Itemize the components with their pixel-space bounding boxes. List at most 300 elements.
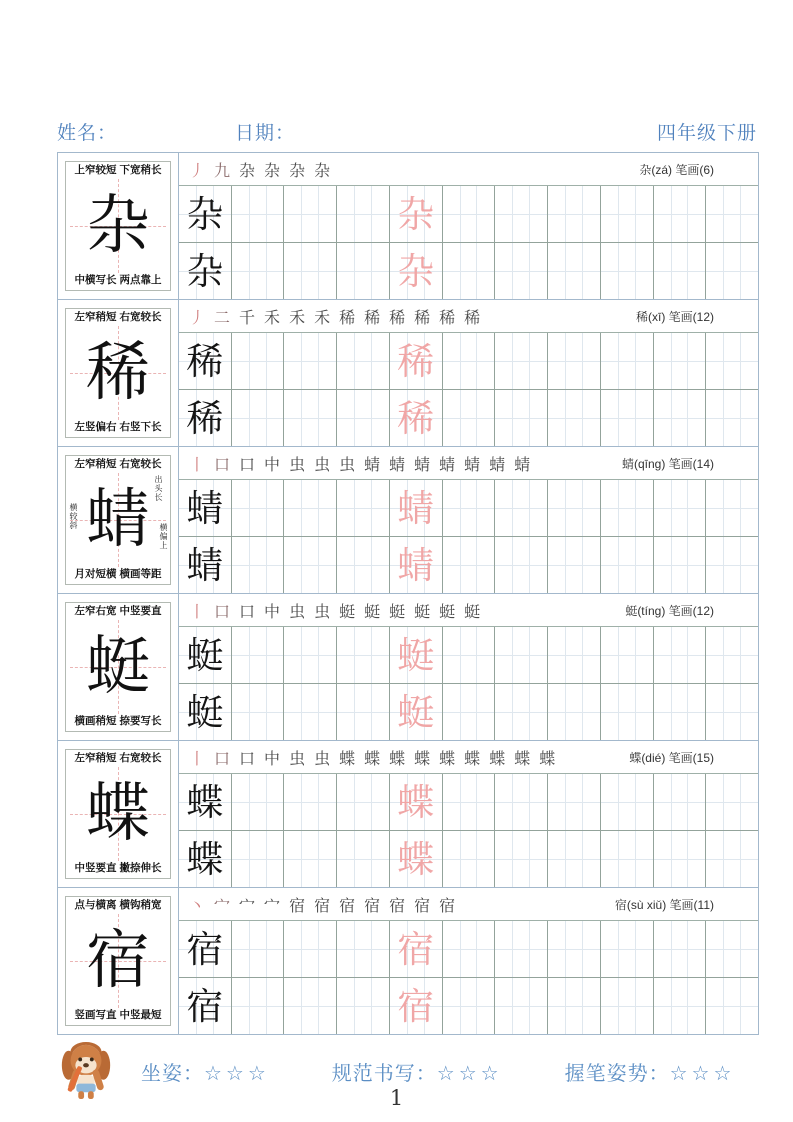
stroke-order-sequence (189, 452, 622, 475)
character-info: 蜻(qīng) 笔画(14) (621, 456, 714, 471)
practice-cell (548, 921, 601, 977)
stroke-step: 中 (264, 601, 281, 621)
practice-cell (601, 978, 654, 1034)
trace-character: 稀 (397, 339, 435, 383)
practice-cell (601, 831, 654, 887)
stroke-order-sequence (189, 305, 636, 328)
stroke-step: 蜻 (514, 454, 531, 474)
practice-cell (232, 978, 285, 1034)
stroke-order-strip (179, 300, 758, 333)
practice-cell (495, 684, 548, 740)
model-column (58, 594, 179, 740)
practice-cell (548, 684, 601, 740)
stroke-step: 丨 (189, 748, 206, 768)
practice-cell (284, 480, 337, 536)
stroke-step: 蝶 (539, 748, 556, 768)
model-example-character: 宿 (186, 927, 224, 971)
stroke-annotation: 横偏上 (159, 522, 168, 550)
stroke-order-strip (179, 741, 758, 774)
stroke-step: 稀 (464, 307, 481, 327)
stroke-step: 蜻 (414, 454, 431, 474)
practice-cell (654, 243, 707, 299)
practice-column (179, 300, 758, 446)
stroke-step: 蜻 (364, 454, 381, 474)
stroke-step: 蜻 (464, 454, 481, 474)
practice-cell (337, 978, 390, 1034)
practice-cell (706, 921, 758, 977)
stroke-step: 蝶 (439, 748, 456, 768)
trace-character: 宿 (397, 984, 435, 1028)
practice-cell (443, 186, 496, 242)
practice-cell (337, 627, 390, 683)
stroke-order-strip (179, 594, 758, 627)
model-example-character: 杂 (186, 249, 224, 293)
stroke-step: 二 (214, 307, 231, 327)
practice-cell (706, 978, 758, 1034)
practice-cell (390, 774, 443, 830)
stroke-step: 虫 (314, 601, 331, 621)
edition-label: 四年级下册 (656, 123, 757, 144)
stroke-step: 九 (214, 160, 231, 180)
practice-cell (337, 243, 390, 299)
practice-grid (179, 333, 758, 446)
stroke-step: 杂 (314, 160, 331, 180)
practice-grid (179, 774, 758, 887)
practice-cell (495, 480, 548, 536)
stroke-step: 口 (214, 748, 231, 768)
practice-cell (390, 186, 443, 242)
practice-cell (390, 480, 443, 536)
practice-cell (706, 480, 758, 536)
practice-cell (390, 684, 443, 740)
character-info: 蝶(dié) 笔画(15) (629, 750, 714, 765)
stroke-step: 蜻 (389, 454, 406, 474)
practice-grid (179, 480, 758, 593)
practice-cell (284, 684, 337, 740)
stroke-step: 宿 (414, 895, 431, 915)
practice-cell (232, 537, 285, 593)
practice-cell (706, 684, 758, 740)
practice-cell (443, 978, 496, 1034)
practice-cell (706, 774, 758, 830)
practice-cell (337, 390, 390, 446)
practice-row (179, 831, 758, 887)
character-info: 杂(zá) 笔画(6) (639, 162, 714, 177)
practice-cell (284, 186, 337, 242)
model-character-wrap (66, 765, 170, 864)
trace-character: 蝶 (397, 837, 435, 881)
model-character: 稀 (86, 336, 150, 410)
rating-pen-grip (565, 1057, 736, 1086)
practice-cell (495, 831, 548, 887)
star-icons: ☆☆☆ (436, 1062, 503, 1085)
stroke-step: 蝶 (489, 748, 506, 768)
stroke-step: 蜻 (489, 454, 506, 474)
stroke-step: 宿 (389, 895, 406, 915)
practice-cell (284, 627, 337, 683)
model-box (65, 896, 171, 1026)
rating-list (141, 1057, 735, 1086)
stroke-step: 蜓 (364, 601, 381, 621)
practice-cell (548, 480, 601, 536)
trace-character: 蜓 (397, 690, 435, 734)
practice-cell (601, 390, 654, 446)
stroke-step: 杂 (264, 160, 281, 180)
practice-cell (337, 480, 390, 536)
practice-cell (495, 978, 548, 1034)
stroke-step: 宀 (214, 895, 231, 915)
stroke-step: 丶 (189, 895, 206, 915)
stroke-step: 虫 (289, 601, 306, 621)
character-block (58, 447, 758, 594)
practice-cell (548, 186, 601, 242)
practice-cell (601, 774, 654, 830)
rating-pen-grip-label: 握笔姿势： (564, 1062, 670, 1085)
practice-row (179, 774, 758, 831)
practice-row (179, 480, 758, 537)
practice-row (179, 537, 758, 593)
practice-row (179, 390, 758, 446)
stroke-step: 杂 (239, 160, 256, 180)
practice-cell (284, 537, 337, 593)
page-header (57, 118, 757, 145)
practice-cell (548, 390, 601, 446)
stroke-step: 宿 (289, 895, 306, 915)
practice-cell (179, 684, 232, 740)
practice-cell (548, 333, 601, 389)
model-box (65, 602, 171, 732)
practice-cell (179, 333, 232, 389)
practice-column (179, 741, 758, 887)
stroke-order-sequence (189, 746, 629, 769)
model-example-character: 蝶 (186, 837, 224, 881)
model-box (65, 161, 171, 291)
stroke-step: 稀 (389, 307, 406, 327)
model-example-character: 稀 (186, 396, 224, 440)
practice-cell (443, 627, 496, 683)
practice-cell (390, 390, 443, 446)
stroke-step: 口 (239, 601, 256, 621)
model-column (58, 888, 179, 1034)
stroke-step: 蝶 (364, 748, 381, 768)
stroke-step: 丿 (189, 160, 206, 180)
practice-cell (495, 627, 548, 683)
practice-cell (179, 774, 232, 830)
tip-bottom: 左竖偏右 右竖下长 (74, 421, 162, 434)
tip-bottom: 中竖要直 撇捺伸长 (74, 862, 162, 875)
page-number: 1 (389, 1086, 404, 1110)
practice-cell (443, 480, 496, 536)
practice-cell (548, 243, 601, 299)
practice-cell (601, 921, 654, 977)
star-icons: ☆☆☆ (204, 1062, 270, 1085)
name-label: 姓名： (57, 123, 118, 144)
practice-cell (601, 333, 654, 389)
practice-cell (706, 333, 758, 389)
practice-cell (495, 186, 548, 242)
stroke-annotation: 横较斜 (69, 502, 78, 530)
stroke-step: 丿 (189, 307, 206, 327)
stroke-step: 宿 (364, 895, 381, 915)
stroke-step: 丨 (189, 601, 206, 621)
practice-cell (443, 831, 496, 887)
stroke-step: 虫 (339, 454, 356, 474)
practice-row (179, 978, 758, 1034)
model-example-character: 杂 (186, 192, 224, 236)
practice-cell (706, 243, 758, 299)
practice-cell (179, 186, 232, 242)
tip-bottom: 中横写长 两点靠上 (74, 274, 162, 287)
date-label: 日期： (235, 123, 296, 144)
practice-cell (548, 774, 601, 830)
practice-cell (495, 243, 548, 299)
character-info: 蜓(tíng) 笔画(12) (625, 603, 714, 618)
practice-cell (390, 831, 443, 887)
practice-cell (232, 480, 285, 536)
stroke-step: 蝶 (514, 748, 531, 768)
practice-cell (654, 333, 707, 389)
practice-row (179, 627, 758, 684)
model-example-character: 蜓 (186, 690, 224, 734)
stroke-step: 丨 (189, 454, 206, 474)
practice-grid (179, 921, 758, 1034)
practice-row (179, 921, 758, 978)
stroke-step: 口 (239, 748, 256, 768)
practice-cell (706, 186, 758, 242)
practice-cell (390, 978, 443, 1034)
practice-cell (232, 921, 285, 977)
practice-cell (337, 774, 390, 830)
practice-cell (337, 186, 390, 242)
practice-cell (179, 921, 232, 977)
practice-cell (284, 831, 337, 887)
stroke-step: 蜻 (439, 454, 456, 474)
model-example-character: 蜓 (186, 633, 224, 677)
model-column (58, 741, 179, 887)
model-character: 蜻 (86, 483, 150, 557)
stroke-step: 虫 (314, 454, 331, 474)
model-box (65, 749, 171, 879)
model-character-wrap (66, 324, 170, 423)
tip-bottom: 月对短横 横画等距 (74, 568, 162, 581)
practice-cell (443, 684, 496, 740)
model-example-character: 蝶 (186, 780, 224, 824)
character-info: 宿(sù xiǔ) 笔画(11) (614, 897, 714, 912)
stroke-step: 蜓 (389, 601, 406, 621)
practice-cell (337, 921, 390, 977)
practice-cell (548, 537, 601, 593)
stroke-step: 稀 (439, 307, 456, 327)
practice-grid (179, 186, 758, 299)
stroke-step: 千 (239, 307, 256, 327)
trace-character: 杂 (397, 192, 435, 236)
practice-cell (548, 627, 601, 683)
model-example-character: 稀 (186, 339, 224, 383)
practice-cell (179, 978, 232, 1034)
practice-cell (232, 831, 285, 887)
practice-row (179, 186, 758, 243)
practice-cell (232, 333, 285, 389)
model-column (58, 153, 179, 299)
character-block (58, 888, 758, 1034)
practice-cell (179, 243, 232, 299)
tip-top: 左窄右宽 中竖要直 (74, 605, 162, 617)
character-block (58, 594, 758, 741)
practice-cell (390, 537, 443, 593)
trace-character: 宿 (397, 927, 435, 971)
stroke-step: 宿 (439, 895, 456, 915)
practice-cell (654, 186, 707, 242)
practice-cell (179, 831, 232, 887)
practice-cell (601, 480, 654, 536)
model-box (65, 455, 171, 585)
stroke-step: 禾 (289, 307, 306, 327)
practice-cell (443, 333, 496, 389)
practice-cell (548, 831, 601, 887)
practice-grid (179, 627, 758, 740)
model-character: 宿 (86, 924, 150, 998)
stroke-annotation: 出头长 (154, 474, 163, 502)
trace-character: 蜻 (397, 486, 435, 530)
character-block (58, 741, 758, 888)
model-character: 杂 (86, 189, 150, 263)
stroke-step: 虫 (289, 454, 306, 474)
practice-cell (443, 774, 496, 830)
stroke-order-sequence (189, 893, 615, 916)
model-character-wrap (66, 471, 170, 570)
practice-cell (179, 537, 232, 593)
practice-cell (337, 537, 390, 593)
practice-cell (495, 537, 548, 593)
character-block (58, 300, 758, 447)
trace-character: 杂 (397, 249, 435, 293)
model-box (65, 308, 171, 438)
practice-cell (495, 921, 548, 977)
stroke-step: 稀 (414, 307, 431, 327)
stroke-step: 稀 (339, 307, 356, 327)
model-example-character: 蜻 (186, 543, 224, 587)
stroke-order-sequence (189, 599, 625, 622)
practice-cell (284, 333, 337, 389)
trace-character: 稀 (397, 396, 435, 440)
practice-cell (601, 537, 654, 593)
practice-cell (337, 333, 390, 389)
practice-cell (706, 537, 758, 593)
practice-cell (654, 480, 707, 536)
stroke-step: 蝶 (389, 748, 406, 768)
practice-cell (654, 390, 707, 446)
tip-bottom: 横画稍短 捺要写长 (74, 715, 162, 728)
stroke-step: 虫 (314, 748, 331, 768)
tip-top: 上窄较短 下宽稍长 (74, 164, 162, 176)
stroke-order-strip (179, 153, 758, 186)
tip-top: 左窄稍短 右宽较长 (74, 458, 162, 470)
stroke-step: 蝶 (414, 748, 431, 768)
practice-cell (390, 243, 443, 299)
model-character-wrap (66, 177, 170, 276)
stroke-step: 宀 (239, 895, 256, 915)
practice-cell (337, 831, 390, 887)
practice-column (179, 447, 758, 593)
practice-cell (179, 390, 232, 446)
practice-cell (179, 480, 232, 536)
character-block (58, 153, 758, 300)
trace-character: 蜓 (397, 633, 435, 677)
trace-character: 蜻 (397, 543, 435, 587)
rating-handwriting (332, 1057, 503, 1086)
stroke-step: 口 (239, 454, 256, 474)
tip-bottom: 竖画写直 中竖最短 (74, 1009, 162, 1022)
character-info: 稀(xī) 笔画(12) (635, 309, 714, 324)
stroke-step: 中 (264, 454, 281, 474)
trace-character: 蝶 (397, 780, 435, 824)
model-column (58, 300, 179, 446)
practice-cell (284, 243, 337, 299)
practice-cell (495, 774, 548, 830)
practice-cell (654, 684, 707, 740)
model-example-character: 宿 (186, 984, 224, 1028)
practice-cell (232, 684, 285, 740)
practice-cell (443, 243, 496, 299)
stroke-step: 禾 (314, 307, 331, 327)
practice-row (179, 333, 758, 390)
practice-column (179, 888, 758, 1034)
practice-cell (443, 390, 496, 446)
practice-cell (706, 831, 758, 887)
practice-cell (232, 774, 285, 830)
stroke-step: 蜓 (439, 601, 456, 621)
stroke-order-sequence (189, 158, 639, 181)
practice-row (179, 243, 758, 299)
practice-cell (284, 921, 337, 977)
model-character-wrap (66, 912, 170, 1011)
tip-top: 左窄稍短 右宽较长 (74, 311, 162, 323)
stroke-step: 口 (214, 454, 231, 474)
practice-cell (706, 627, 758, 683)
practice-cell (495, 333, 548, 389)
practice-cell (601, 627, 654, 683)
practice-cell (284, 978, 337, 1034)
practice-cell (654, 978, 707, 1034)
model-character: 蜓 (86, 630, 150, 704)
practice-cell (654, 831, 707, 887)
practice-cell (601, 684, 654, 740)
practice-column (179, 153, 758, 299)
practice-cell (232, 243, 285, 299)
practice-cell (232, 390, 285, 446)
tip-top: 左窄稍短 右宽较长 (74, 752, 162, 764)
rating-posture (141, 1057, 270, 1086)
stroke-order-strip (179, 447, 758, 480)
stroke-step: 中 (264, 748, 281, 768)
stroke-step: 蜓 (464, 601, 481, 621)
model-column (58, 447, 179, 593)
model-example-character: 蜻 (186, 486, 224, 530)
practice-cell (390, 627, 443, 683)
practice-column (179, 594, 758, 740)
practice-cell (443, 537, 496, 593)
tip-top: 点与横离 横钩稍宽 (74, 899, 162, 911)
stroke-step: 蝶 (464, 748, 481, 768)
practice-cell (232, 186, 285, 242)
rating-posture-label: 坐姿： (141, 1062, 204, 1085)
practice-cell (284, 390, 337, 446)
stroke-step: 口 (214, 601, 231, 621)
practice-cell (390, 333, 443, 389)
practice-cell (654, 774, 707, 830)
practice-cell (654, 537, 707, 593)
practice-cell (706, 390, 758, 446)
